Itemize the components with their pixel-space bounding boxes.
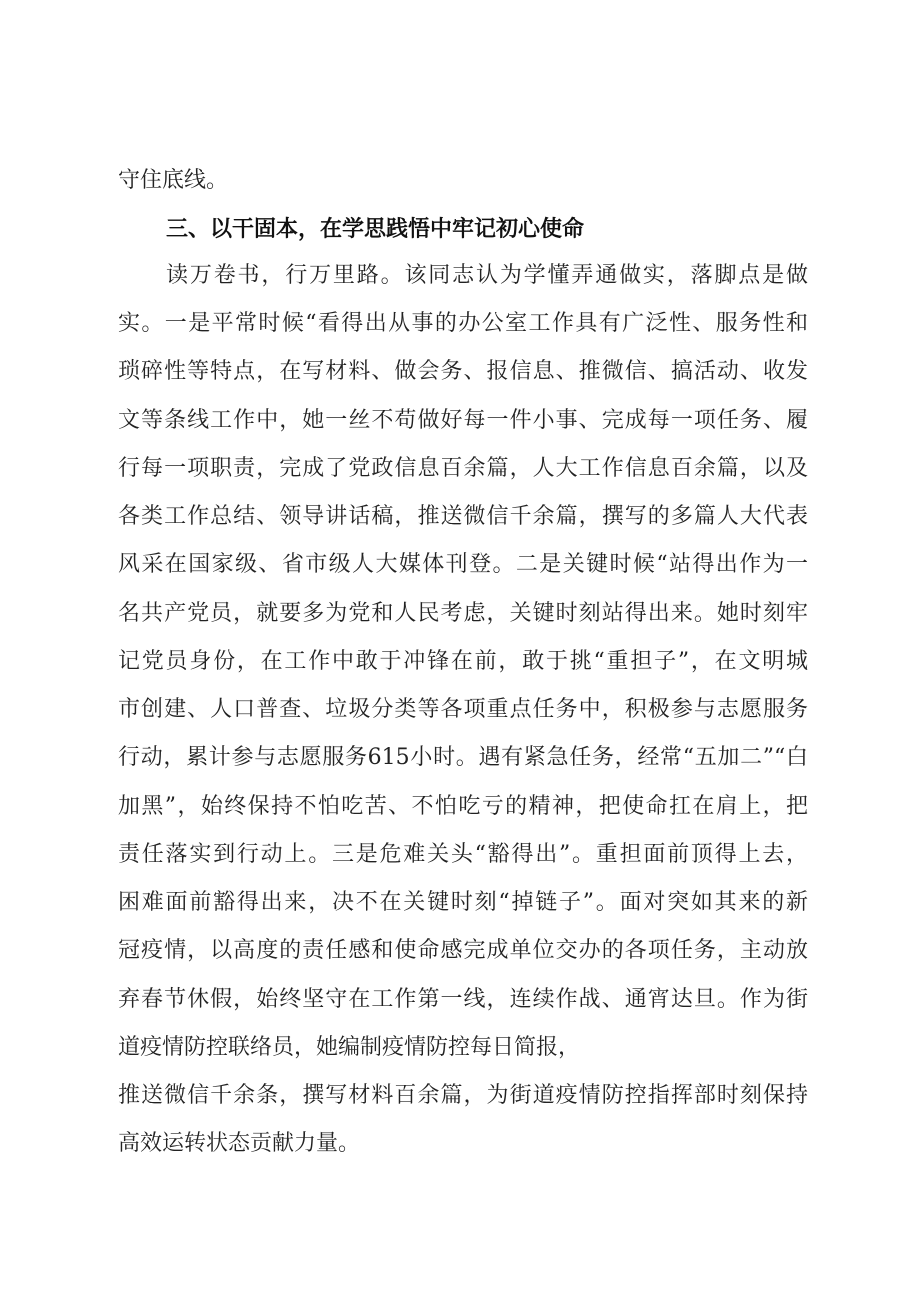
text-line: 困难面前豁得出来，决不在关键时刻“掉链子”。面对突如其来的新 [118, 890, 808, 915]
text-line: 道疫情防控联络员，她编制疫情防控每日简报， [118, 1035, 581, 1060]
text-line: 推送微信千余条，撰写材料百余篇，为街道疫情防控指挥部时刻保持 [118, 1083, 808, 1108]
text-line: 记党员身份，在工作中敢于冲锋在前，敢于挑“重担子”，在文明城 [118, 649, 808, 674]
text-line: 弃春节休假，始终坚守在工作第一线，连续作战、通宵达旦。作为街 [118, 987, 808, 1012]
text-line: 读万卷书，行万里路。该同志认为学懂弄通做实，落脚点是做 [166, 263, 808, 288]
text-line: 冠疫情，以高度的责任感和使命感完成单位交办的各项任务，主动放 [118, 938, 808, 963]
text-line: 责任落实到行动上。三是危难关头“豁得出”。重担面前顶得上去， [118, 842, 808, 867]
text-line: 琐碎性等特点，在写材料、做会务、报信息、推微信、搞活动、收发 [118, 359, 808, 384]
text-line: 风采在国家级、省市级人大媒体刊登。二是关键时候“站得出作为一 [118, 552, 808, 577]
section-heading: 三、以干固本，在学思践悟中牢记初心使命 [166, 217, 585, 242]
text-line: 实。一是平常时候“看得出从事的办公室工作具有广泛性、服务性和 [118, 311, 808, 336]
text-line: 行每一项职责，完成了党政信息百余篇，人大工作信息百余篇，以及 [118, 456, 808, 481]
text-line: 守住底线。 [118, 168, 229, 193]
text-line: 行动，累计参与志愿服务615小时。遇有紧急任务，经常“五加二”“白 [118, 745, 808, 770]
text-line: 各类工作总结、领导讲话稿，推送微信千余篇，撰写的多篇人大代表 [118, 504, 808, 529]
text-line: 名共产党员，就要多为党和人民考虑，关键时刻站得出来。她时刻牢 [118, 601, 808, 626]
text-line: 市创建、人口普查、垃圾分类等各项重点任务中，积极参与志愿服务 [118, 697, 808, 722]
text-line: 加黑”，始终保持不怕吃苦、不怕吃亏的精神，把使命扛在肩上，把 [118, 794, 808, 819]
text-line: 文等条线工作中，她一丝不苟做好每一件小事、完成每一项任务、履 [118, 408, 808, 433]
text-line: 高效运转状态贡献力量。 [118, 1131, 361, 1156]
